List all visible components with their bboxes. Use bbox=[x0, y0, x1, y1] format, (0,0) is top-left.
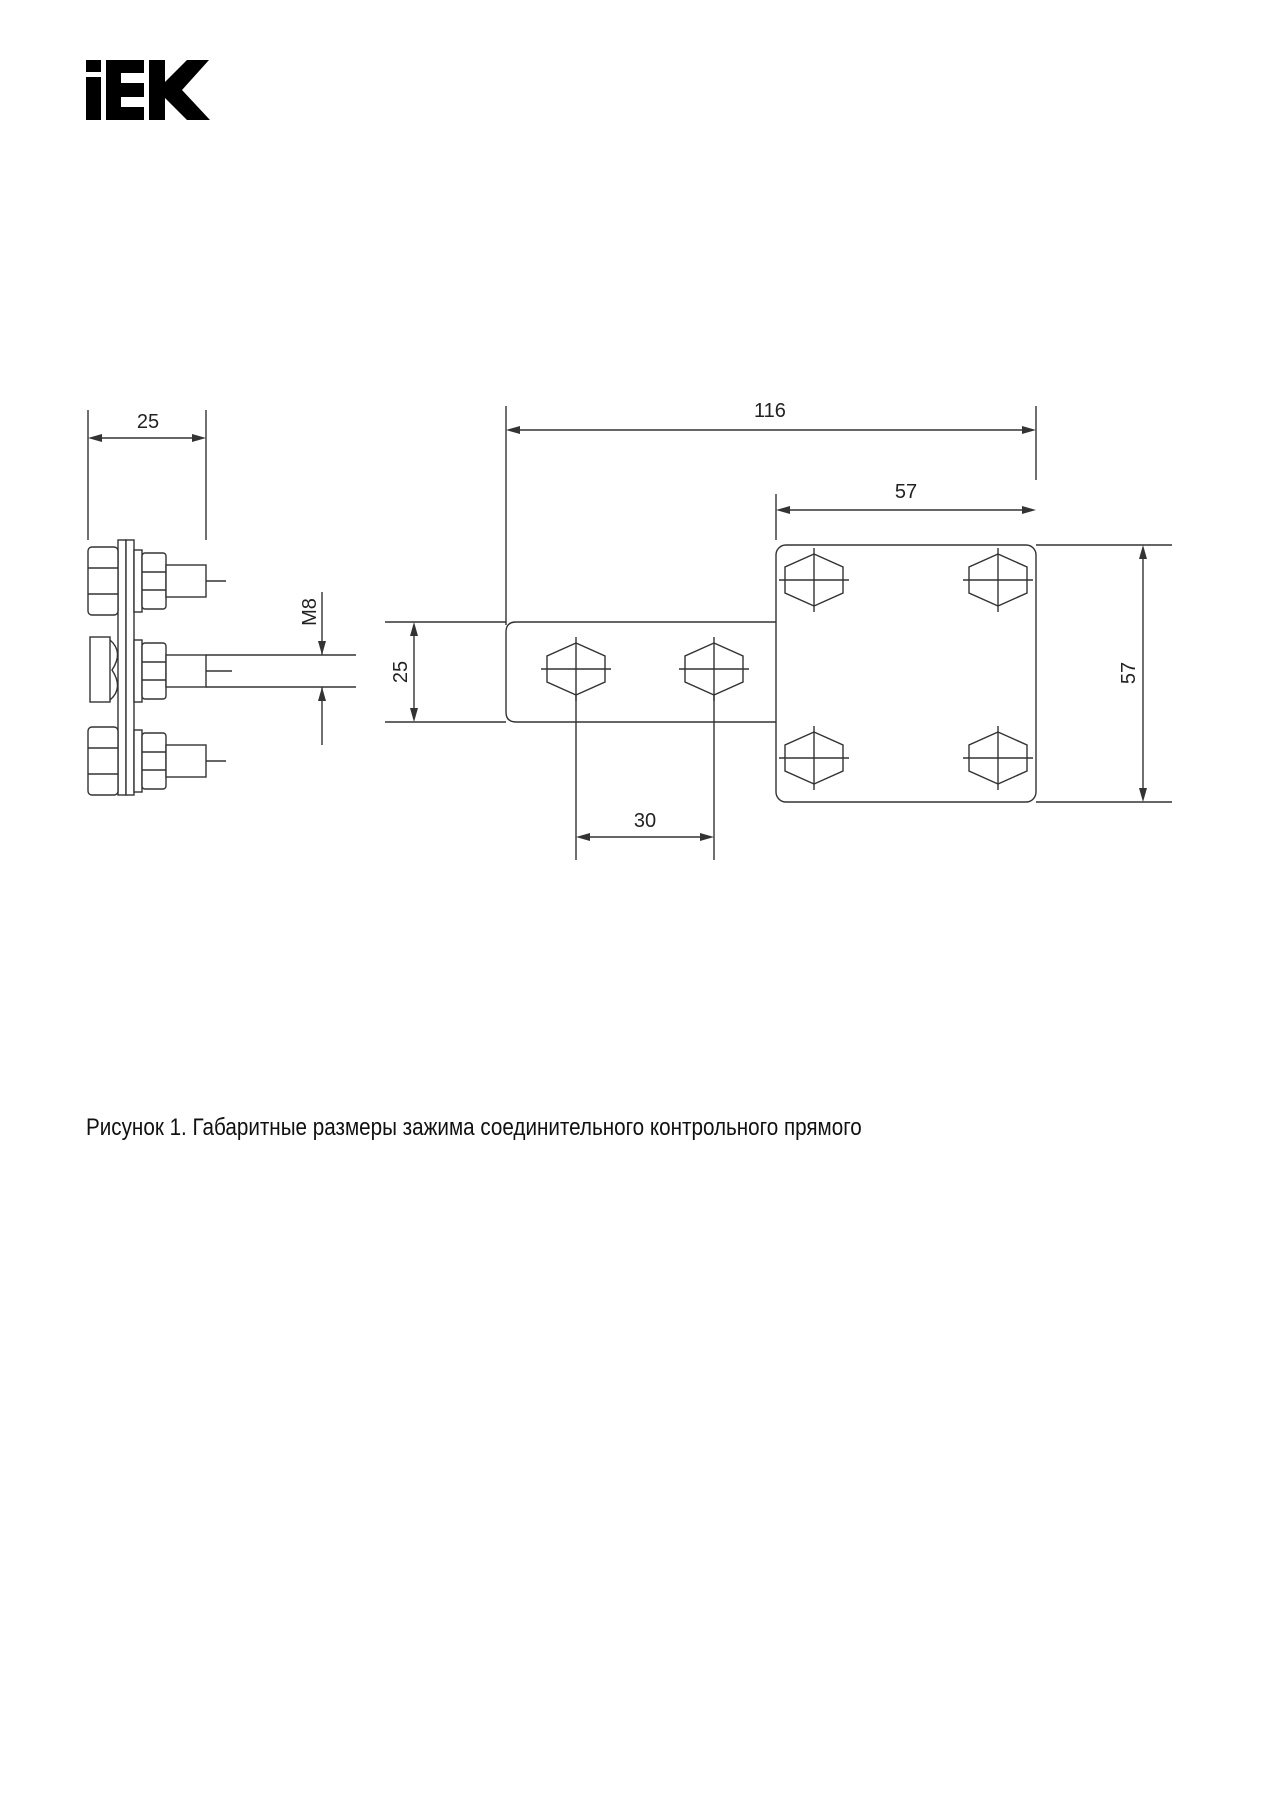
dim-side-width-label: 25 bbox=[136, 411, 160, 433]
dim-plate-height-label: 57 bbox=[1118, 661, 1140, 685]
dim-strip-width-label: 25 bbox=[390, 660, 412, 684]
dim-thread-label: M8 bbox=[299, 598, 321, 626]
dim-total-length-label: 116 bbox=[754, 400, 786, 422]
technical-drawing bbox=[0, 390, 1280, 880]
dim-bolt-spacing-label: 30 bbox=[633, 810, 657, 832]
iek-logo bbox=[86, 60, 211, 120]
dim-plate-width-label: 57 bbox=[894, 481, 918, 503]
front-view bbox=[385, 406, 1172, 860]
figure-caption: Рисунок 1. Габаритные размеры зажима соединительного контрольного прямого bbox=[86, 1114, 862, 1141]
